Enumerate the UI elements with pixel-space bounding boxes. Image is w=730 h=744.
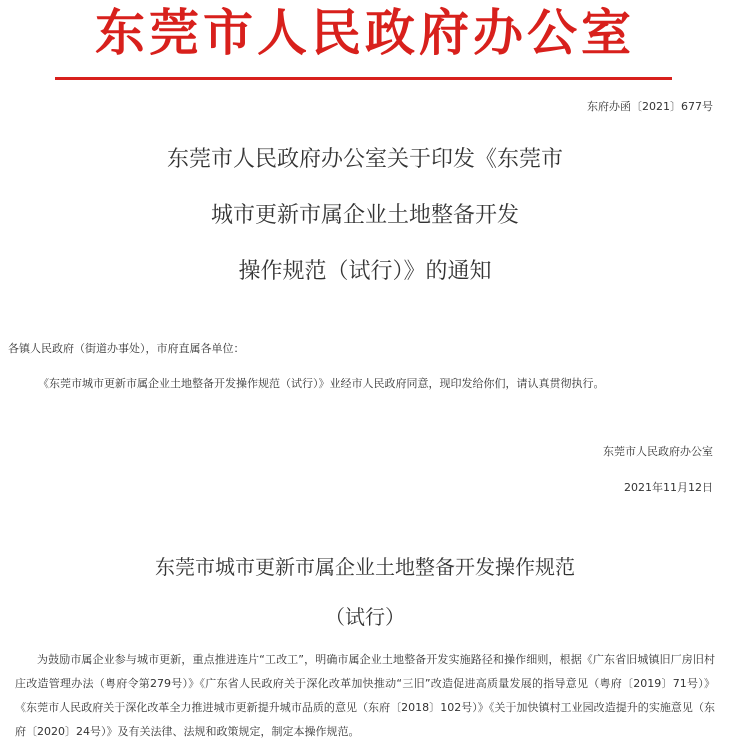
document-number: 东府办函〔2021〕677号: [587, 100, 713, 113]
notice-body-text: 《东莞市城市更新市属企业土地整备开发操作规范（试行）》业经市人民政府同意，现印发给你们，请认真贯彻执行。: [38, 377, 605, 390]
notice-title-line-1: 东莞市人民政府办公室关于印发《东莞市: [166, 147, 563, 172]
notice-title-line-3: 操作规范（试行）》的通知: [238, 259, 492, 284]
attachment-title: 东莞市城市更新市属企业土地整备开发操作规范: [155, 555, 575, 579]
notice-title-line-2: 城市更新市属企业土地整备开发: [210, 203, 519, 228]
issue-date: 2021年11月12日: [624, 481, 713, 494]
issuer: 东莞市人民政府办公室: [603, 445, 713, 458]
addressee: 各镇人民政府（街道办事处），市府直属各单位：: [8, 342, 245, 355]
masthead-title: 东莞市人民政府办公室: [95, 3, 635, 62]
intro-paragraph: 为鼓励市属企业参与城市更新，重点推进连片“工改工”，明确市属企业土地整备开发实施路径和操作细则，根据《广东省旧城镇旧厂房旧村庄改造管理办法（粤府令第279号）》《广东省人民政府关于深化改革加快推动“三旧”改造促进高质量发展的指导意见（粤府〔2019〕71号）》《东莞市人民政府关于深化改革全力推进城市更新提升城市品质的意见（东府〔2018〕102号）》《关于加快镇村工业园改造提升的实施意见（东府〔2020〕24号）》及有关法律、法规和政策规定，制定本操作规范。: [15, 653, 715, 738]
red-divider-line: [55, 77, 672, 80]
attachment-subtitle: （试行）: [325, 605, 405, 629]
